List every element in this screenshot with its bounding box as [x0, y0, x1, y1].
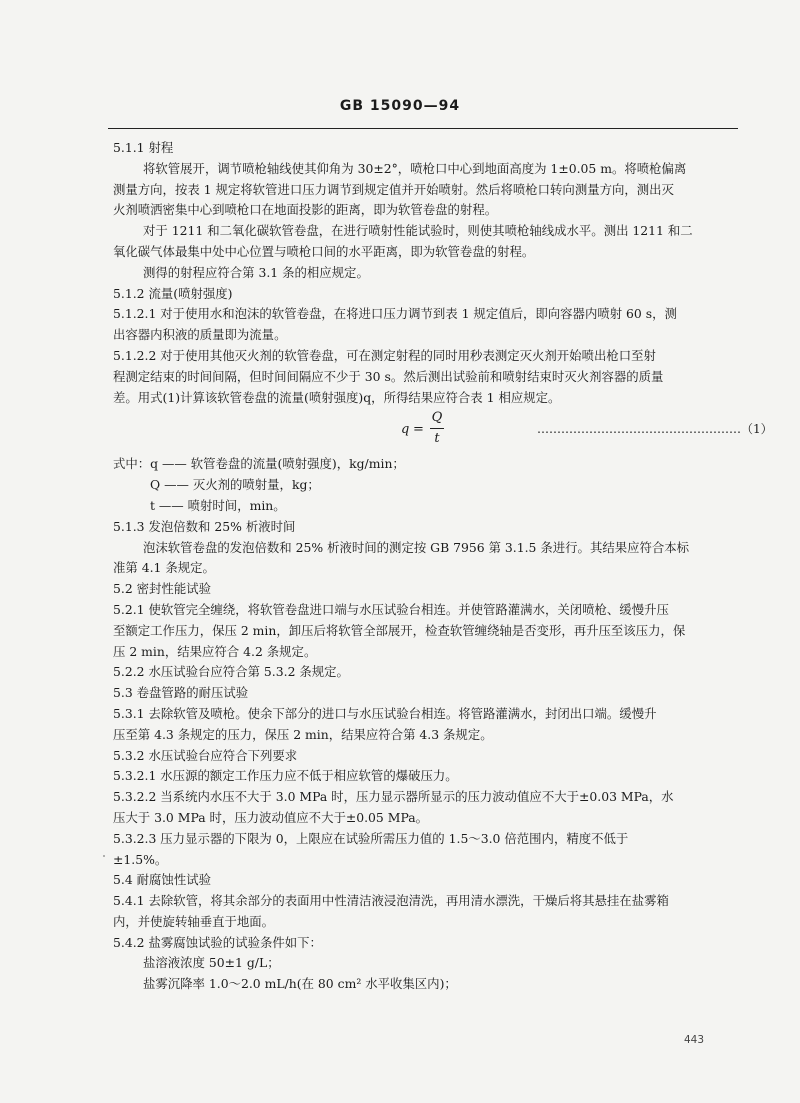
equation-1	[113, 408, 773, 454]
text-line: 5.3.2 水压试验台应符合下列要求	[113, 747, 298, 763]
header-rule	[108, 128, 738, 129]
fraction-denominator: t	[434, 431, 440, 447]
document-body	[113, 138, 773, 995]
equation-number: ……………………………………………（1）	[537, 422, 773, 437]
page-number: 443	[684, 1034, 705, 1046]
text-line: 氧化碳气体最集中处中心位置与喷枪口间的水平距离，即为软管卷盘的射程。	[113, 243, 535, 259]
text-line: Q —— 灭火剂的喷射量，kg；	[150, 477, 320, 493]
text-line: 5.4.1 去除软管，将其余部分的表面用中性清洁液浸泡清洗，再用清水漂洗，干燥后将其悬挂在盐雾箱	[113, 893, 669, 909]
text-block-2	[113, 454, 741, 995]
text-line: 泡沫软管卷盘的发泡倍数和 25% 析液时间的测定按 GB 7956 第 3.1.5 条进行。其结果应符合本标	[143, 539, 690, 555]
fraction-numerator: Q	[431, 410, 443, 426]
text-line: 5.4 耐腐蚀性试验	[113, 872, 211, 888]
text-line: 5.2.1 使软管完全缠绕，将软管卷盘进口端与水压试验台相连。并使管路灌满水，关闭喷枪、缓慢升压	[113, 601, 669, 617]
text-line: 5.3.2.2 当系统内水压不大于 3.0 MPa 时，压力显示器所显示的压力波动值应不大于±0.03 MPa，水	[113, 789, 674, 805]
text-line: 5.3 卷盘管路的耐压试验	[113, 685, 249, 701]
text-line: 测得的射程应符合第 3.1 条的相应规定。	[143, 264, 369, 280]
text-line: 压 2 min，结果应符合 4.2 条规定。	[113, 643, 317, 659]
text-line: 差。用式(1)计算该软管卷盘的流量(喷射强度)q，所得结果应符合表 1 相应规定。	[113, 389, 561, 405]
equation-lhs: q	[401, 422, 410, 438]
equation-fraction	[430, 408, 444, 448]
text-line: 压大于 3.0 MPa 时，压力波动值应不大于±0.05 MPa。	[113, 809, 428, 825]
text-line: 盐溶液浓度 50±1 g/L；	[143, 955, 280, 971]
text-line: 5.1.3 发泡倍数和 25% 析液时间	[113, 518, 296, 534]
text-line: 5.3.2.3 压力显示器的下限为 0，上限应在试验所需压力值的 1.5～3.0 倍范围内，精度不低于	[113, 830, 629, 846]
text-line: 压至第 4.3 条规定的压力，保压 2 min，结果应符合第 4.3 条规定。	[113, 726, 493, 742]
text-line: 式中：q —— 软管卷盘的流量(喷射强度)，kg/min；	[113, 456, 405, 472]
text-line: 将软管展开，调节喷枪轴线使其仰角为 30±2°，喷枪口中心到地面高度为 1±0.05 m。将喷枪偏离	[143, 160, 687, 176]
text-line: 至额定工作压力，保压 2 min，卸压后将软管全部展开，检查软管缠绕轴是否变形，再升压至该压力，保	[113, 622, 686, 638]
text-line: 程测定结束的时间间隔，但时间间隔应不少于 30 s。然后测出试验前和喷射结束时灭火剂容器的质量	[113, 368, 664, 384]
text-line: 5.2.2 水压试验台应符合第 5.3.2 条规定。	[113, 664, 349, 680]
text-block-1	[113, 138, 741, 408]
text-line: 盐雾沉降率 1.0～2.0 mL/h(在 80 cm² 水平收集区内)；	[143, 976, 457, 992]
text-line: 5.1.2.2 对于使用其他灭火剂的软管卷盘，可在测定射程的同时用秒表测定灭火剂开始喷出枪口至射	[113, 347, 656, 363]
text-line: ±1.5%。	[113, 851, 168, 867]
text-line: t —— 喷射时间，min。	[150, 497, 286, 513]
scan-speck	[103, 855, 105, 857]
text-line: 准第 4.1 条规定。	[113, 560, 215, 576]
text-line: 5.2 密封性能试验	[113, 581, 211, 597]
text-line: 出容器内积液的质量即为流量。	[113, 327, 287, 343]
text-line: 5.4.2 盐雾腐蚀试验的试验条件如下：	[113, 934, 322, 950]
text-line: 对于 1211 和二氧化碳软管卷盘，在进行喷射性能试验时，则使其喷枪轴线成水平。测出 1211 和二	[143, 223, 693, 239]
fraction-bar	[430, 428, 444, 429]
text-line: 5.1.2.1 对于使用水和泡沫的软管卷盘，在将进口压力调节到表 1 规定值后，即向容器内喷射 60 s，测	[113, 306, 677, 322]
text-line: 5.3.1 去除软管及喷枪。使余下部分的进口与水压试验台相连。将管路灌满水，封闭出口端。缓慢升	[113, 705, 657, 721]
text-line: 火剂喷洒密集中心到喷枪口在地面投影的距离，即为软管卷盘的射程。	[113, 202, 498, 218]
text-line: 5.1.1 射程	[113, 140, 174, 155]
equation-equals: =	[413, 422, 424, 438]
text-line: 内，并使旋转轴垂直于地面。	[113, 913, 275, 929]
text-line: 测量方向，按表 1 规定将软管进口压力调节到规定值并开始喷射。然后将喷枪口转向测量方向，测出灭	[113, 181, 674, 197]
page-header: GB 15090—94	[339, 98, 461, 114]
text-line: 5.3.2.1 水压源的额定工作压力应不低于相应软管的爆破压力。	[113, 768, 458, 784]
text-line: 5.1.2 流量(喷射强度)	[113, 285, 233, 301]
